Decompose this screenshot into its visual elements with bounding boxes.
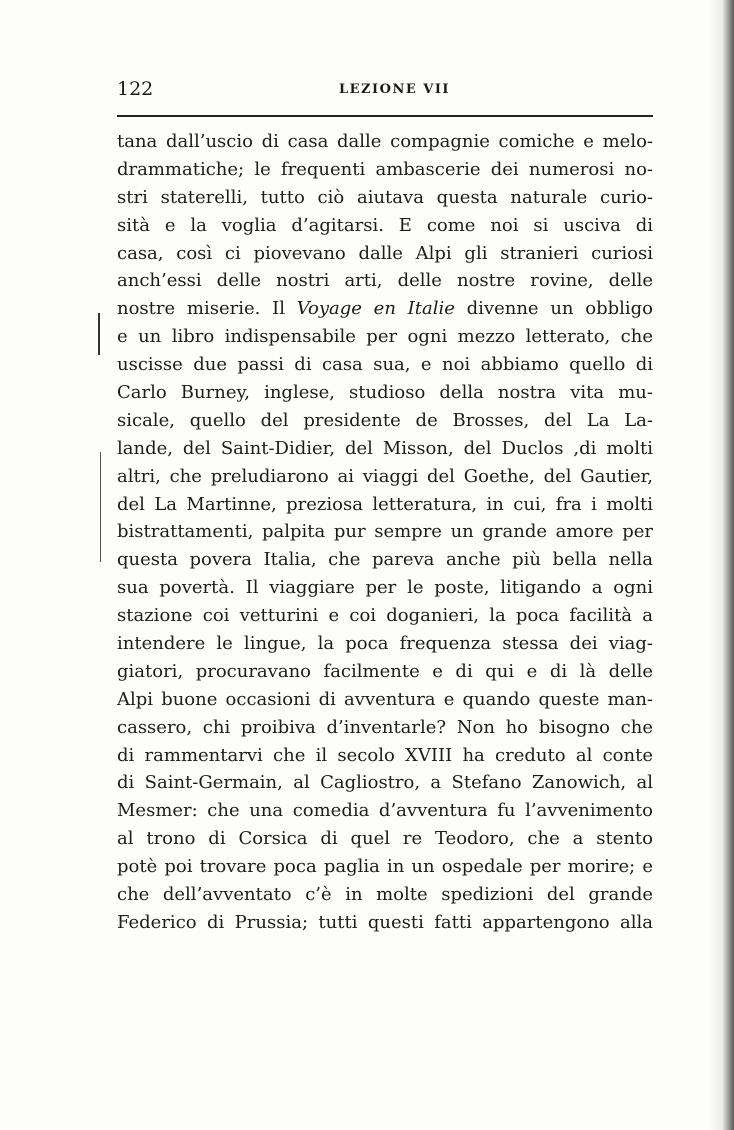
header-rule — [117, 115, 653, 117]
body-text — [117, 128, 653, 937]
text-line: tana dall’uscio di casa dalle compagnie comiche e melo- — [117, 131, 653, 152]
text-line: di Saint-Germain, al Cagliostro, a Stefano Zanowich, al — [117, 772, 653, 794]
text-line: questa povera Italia, che pareva anche più bella nella — [117, 549, 653, 571]
text-line: giatori, procuravano facilmente e di qui e di là delle — [117, 660, 653, 682]
margin-mark — [100, 452, 101, 562]
text-line: anch’essi delle nostri arti, delle nostre rovine, delle — [117, 270, 653, 292]
text-line: potè poi trovare poca paglia in un ospedale per morire; e — [117, 856, 653, 878]
text-line: uscisse due passi di casa sua, e noi abbiamo quello di — [117, 354, 653, 376]
text-line: e un libro indispensabile per ogni mezzo letterato, che — [117, 326, 653, 348]
text-line: casa, così ci piovevano dalle Alpi gli stranieri curiosi — [117, 242, 653, 264]
page-number: 122 — [117, 78, 154, 100]
text-line: del La Martinne, preziosa letteratura, in cui, fra i molti — [117, 493, 653, 515]
text-line: Alpi buone occasioni di avventura e quando queste man- — [117, 688, 653, 710]
running-head: LEZIONE VII — [339, 82, 451, 97]
book-title: Voyage en Italie — [296, 298, 455, 320]
text-line: stri staterelli, tutto ciò aiutava questa naturale curio- — [117, 186, 653, 208]
text-line: altri, che preludiarono ai viaggi del Goethe, del Gautier, — [117, 465, 653, 487]
text-line: cassero, chi proibiva d’inventarle? Non ho bisogno che — [117, 716, 653, 738]
page-edge-shadow — [708, 0, 734, 1130]
text-line: stazione coi vetturini e coi doganieri, la poca facilità a — [117, 605, 653, 627]
text-line: di rammentarvi che il secolo XVIII ha creduto al conte — [117, 744, 653, 766]
text-line: drammatiche; le frequenti ambascerie dei numerosi no- — [117, 158, 653, 180]
text-line: che dell’avventato c’è in molte spedizioni del grande — [117, 884, 653, 906]
text-line: bistrattamenti, palpita pur sempre un grande amore per — [117, 521, 653, 543]
text-line: Carlo Burney, inglese, studioso della nostra vita mu- — [117, 382, 653, 404]
text-line: intendere le lingue, la poca frequenza stessa dei viag- — [117, 633, 653, 655]
text-fragment: divenne un obbligo — [454, 298, 653, 320]
margin-mark — [98, 313, 100, 355]
text-line: Mesmer: che una comedia d’avventura fu l’avvenimento — [117, 800, 653, 822]
text-line: sua povertà. Il viaggiare per le poste, litigando a ogni — [117, 577, 653, 599]
text-line: al trono di Corsica di quel re Teodoro, che a stento — [117, 828, 653, 850]
text-fragment: nostre miserie. Il — [117, 298, 297, 320]
text-line — [117, 295, 653, 323]
text-line: sicale, quello del presidente de Brosses, del La La- — [117, 409, 653, 431]
text-line: sità e la voglia d’agitarsi. E come noi si usciva di — [117, 214, 653, 236]
text-line: lande, del Saint-Didier, del Misson, del Duclos ,di molti — [117, 437, 653, 459]
page-header — [117, 76, 653, 104]
text-line: Federico di Prussia; tutti questi fatti appartengono alla — [117, 911, 653, 933]
